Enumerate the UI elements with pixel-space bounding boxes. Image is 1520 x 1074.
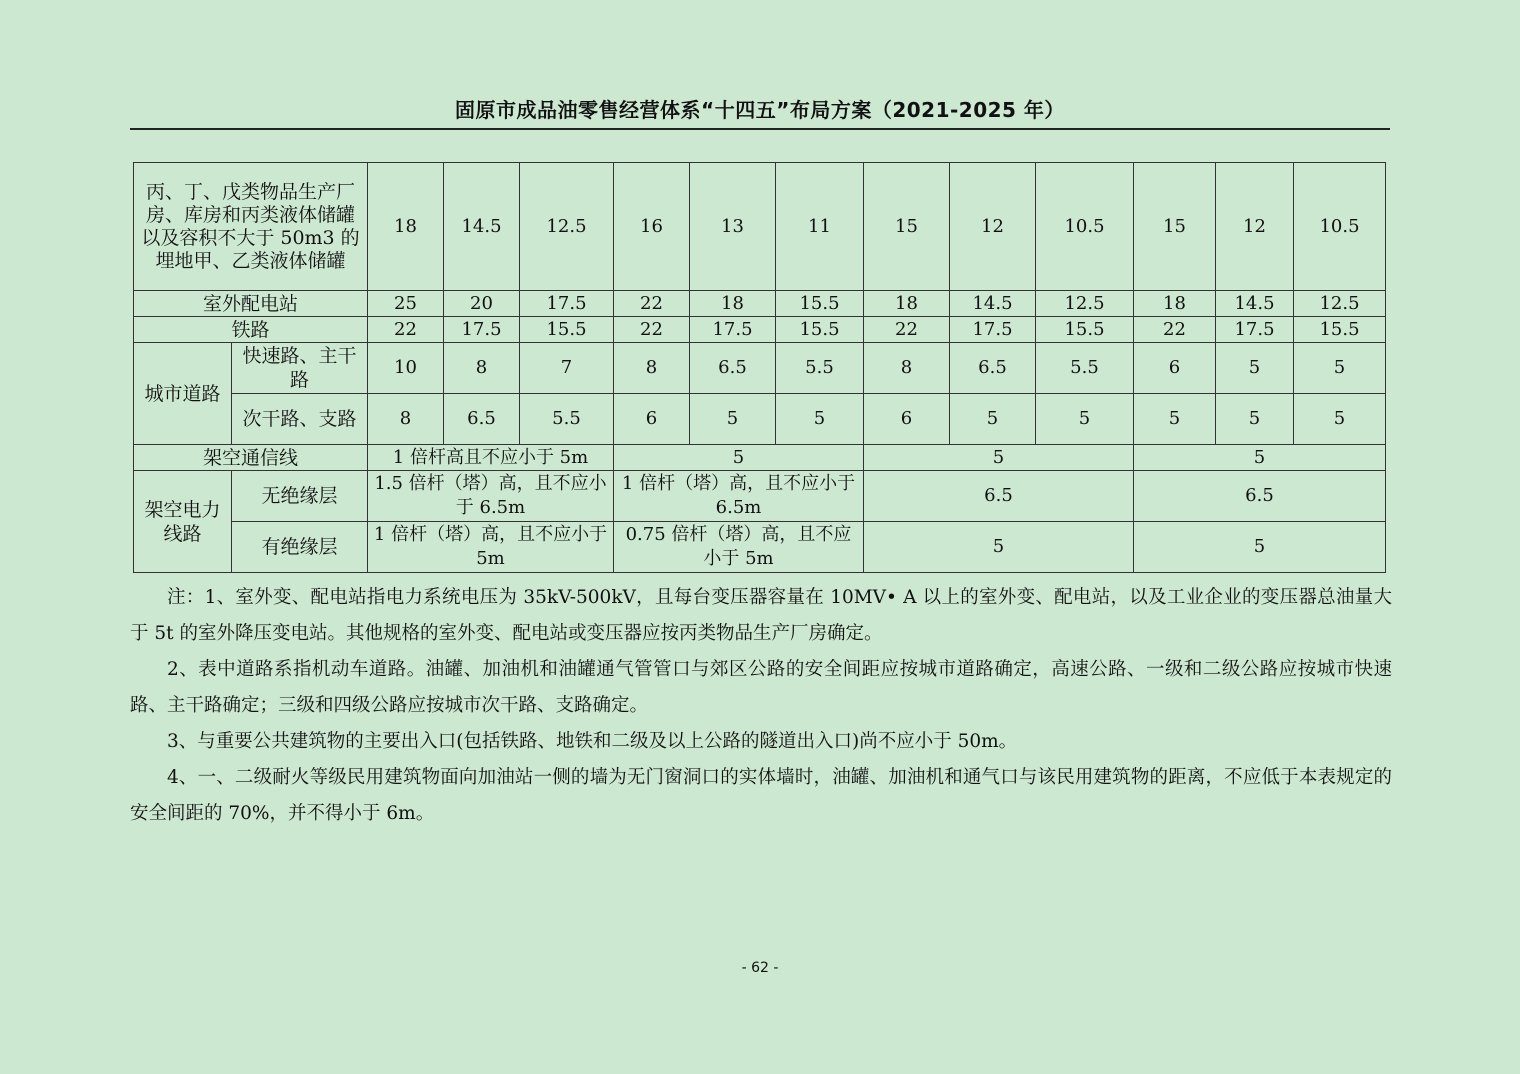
table-cell: 8	[444, 343, 520, 394]
table-cell: 22	[1134, 317, 1216, 343]
table-cell: 20	[444, 291, 520, 317]
table-row	[134, 445, 1386, 471]
table-cell: 17.5	[1216, 317, 1294, 343]
table-cell: 6.5	[690, 343, 776, 394]
table-cell: 10	[368, 343, 444, 394]
table-cell: 22	[614, 291, 690, 317]
table-notes	[130, 580, 1392, 832]
table-cell: 6.5	[1134, 471, 1386, 522]
table-cell: 18	[864, 291, 950, 317]
table-cell: 5	[950, 394, 1036, 445]
table-cell: 8	[614, 343, 690, 394]
table-cell: 12	[950, 163, 1036, 291]
page-number: - 62 -	[741, 960, 779, 976]
table-cell: 6	[1134, 343, 1216, 394]
note-paragraph: 4、一、二级耐火等级民用建筑物面向加油站一侧的墙为无门窗洞口的实体墙时，油罐、加油机和通气口与该民用建筑物的距离，不应低于本表规定的安全间距的 70%，并不得小于 6m。	[130, 767, 1392, 824]
table-cell: 1 倍杆高且不应小于 5m	[368, 445, 614, 471]
table-cell: 11	[776, 163, 864, 291]
table-cell: 7	[520, 343, 614, 394]
row-label: 室外配电站	[134, 291, 368, 317]
table-cell: 25	[368, 291, 444, 317]
safety-distance-table	[133, 162, 1386, 573]
table-cell: 5	[1294, 394, 1386, 445]
table-cell: 15.5	[776, 317, 864, 343]
table-cell: 17.5	[444, 317, 520, 343]
table-cell: 14.5	[950, 291, 1036, 317]
table-cell: 6.5	[864, 471, 1134, 522]
table-cell: 15	[864, 163, 950, 291]
table-cell: 14.5	[444, 163, 520, 291]
table-cell: 12	[1216, 163, 1294, 291]
table-cell: 1 倍杆（塔）高，且不应小于 5m	[368, 522, 614, 573]
table-cell: 5	[1216, 343, 1294, 394]
row-label: 架空通信线	[134, 445, 368, 471]
note-paragraph: 2、表中道路系指机动车道路。油罐、加油机和油罐通气管管口与郊区公路的安全间距应按城市道路确定，高速公路、一级和二级公路应按城市快速路、主干路确定；三级和四级公路应按城市次干路、支路确定。	[130, 659, 1392, 716]
table-row	[134, 291, 1386, 317]
table-cell: 17.5	[690, 317, 776, 343]
table-row	[134, 163, 1386, 291]
table-cell: 10.5	[1036, 163, 1134, 291]
table-cell: 15.5	[1036, 317, 1134, 343]
row-label: 丙、丁、戊类物品生产厂房、库房和丙类液体储罐以及容积不大于 50m3 的埋地甲、乙类液体储罐	[134, 163, 368, 291]
table-cell: 5	[1216, 394, 1294, 445]
header-divider	[130, 128, 1390, 130]
table-cell: 6	[864, 394, 950, 445]
table-cell: 0.75 倍杆（塔）高，且不应小于 5m	[614, 522, 864, 573]
table-cell: 6.5	[950, 343, 1036, 394]
page-header-title: 固原市成品油零售经营体系“十四五”布局方案（2021-2025 年）	[455, 98, 1065, 122]
row-sublabel: 有绝缘层	[232, 522, 368, 573]
table-cell: 13	[690, 163, 776, 291]
note-paragraph: 3、与重要公共建筑物的主要出入口(包括铁路、地铁和二级及以上公路的隧道出入口)尚不应小于 50m。	[167, 731, 1018, 752]
table-cell: 15.5	[1294, 317, 1386, 343]
table-cell: 5	[614, 445, 864, 471]
table-cell: 12.5	[1036, 291, 1134, 317]
table-cell: 1 倍杆（塔）高，且不应小于 6.5m	[614, 471, 864, 522]
table-cell: 16	[614, 163, 690, 291]
note-paragraph: 注：1、室外变、配电站指电力系统电压为 35kV-500kV，且每台变压器容量在 10MV• A 以上的室外变、配电站，以及工业企业的变压器总油量大于 5t 的室外降压变电站。其他规格的室外变、配电站或变压器应按丙类物品生产厂房确定。	[130, 587, 1392, 644]
table-cell: 15.5	[520, 317, 614, 343]
table-row	[134, 471, 1386, 522]
table-cell: 15	[1134, 163, 1216, 291]
row-sublabel: 次干路、支路	[232, 394, 368, 445]
table-cell: 5.5	[1036, 343, 1134, 394]
table-cell: 5.5	[776, 343, 864, 394]
table-cell: 6.5	[444, 394, 520, 445]
table-cell: 10.5	[1294, 163, 1386, 291]
table-cell: 6	[614, 394, 690, 445]
table-cell: 5	[1294, 343, 1386, 394]
table-cell: 5	[776, 394, 864, 445]
row-group-label: 城市道路	[134, 343, 232, 445]
table-cell: 15.5	[776, 291, 864, 317]
table-cell: 17.5	[520, 291, 614, 317]
table-cell: 5	[864, 522, 1134, 573]
table-cell: 5	[690, 394, 776, 445]
table-cell: 17.5	[950, 317, 1036, 343]
table-cell: 18	[368, 163, 444, 291]
table-row	[134, 394, 1386, 445]
row-sublabel: 快速路、主干路	[232, 343, 368, 394]
table-row	[134, 317, 1386, 343]
table-cell: 22	[864, 317, 950, 343]
table-cell: 22	[368, 317, 444, 343]
table-cell: 8	[368, 394, 444, 445]
table-cell: 5	[864, 445, 1134, 471]
row-label: 铁路	[134, 317, 368, 343]
table-cell: 12.5	[520, 163, 614, 291]
table-cell: 5	[1134, 522, 1386, 573]
table-cell: 5	[1036, 394, 1134, 445]
table-cell: 12.5	[1294, 291, 1386, 317]
table-row	[134, 343, 1386, 394]
table-cell: 5	[1134, 445, 1386, 471]
table-cell: 22	[614, 317, 690, 343]
table-cell: 1.5 倍杆（塔）高，且不应小于 6.5m	[368, 471, 614, 522]
table-cell: 18	[1134, 291, 1216, 317]
table-cell: 18	[690, 291, 776, 317]
table-cell: 8	[864, 343, 950, 394]
table-cell: 5.5	[520, 394, 614, 445]
table-cell: 14.5	[1216, 291, 1294, 317]
row-group-label: 架空电力线路	[134, 471, 232, 573]
row-sublabel: 无绝缘层	[232, 471, 368, 522]
table-row	[134, 522, 1386, 573]
table-cell: 5	[1134, 394, 1216, 445]
